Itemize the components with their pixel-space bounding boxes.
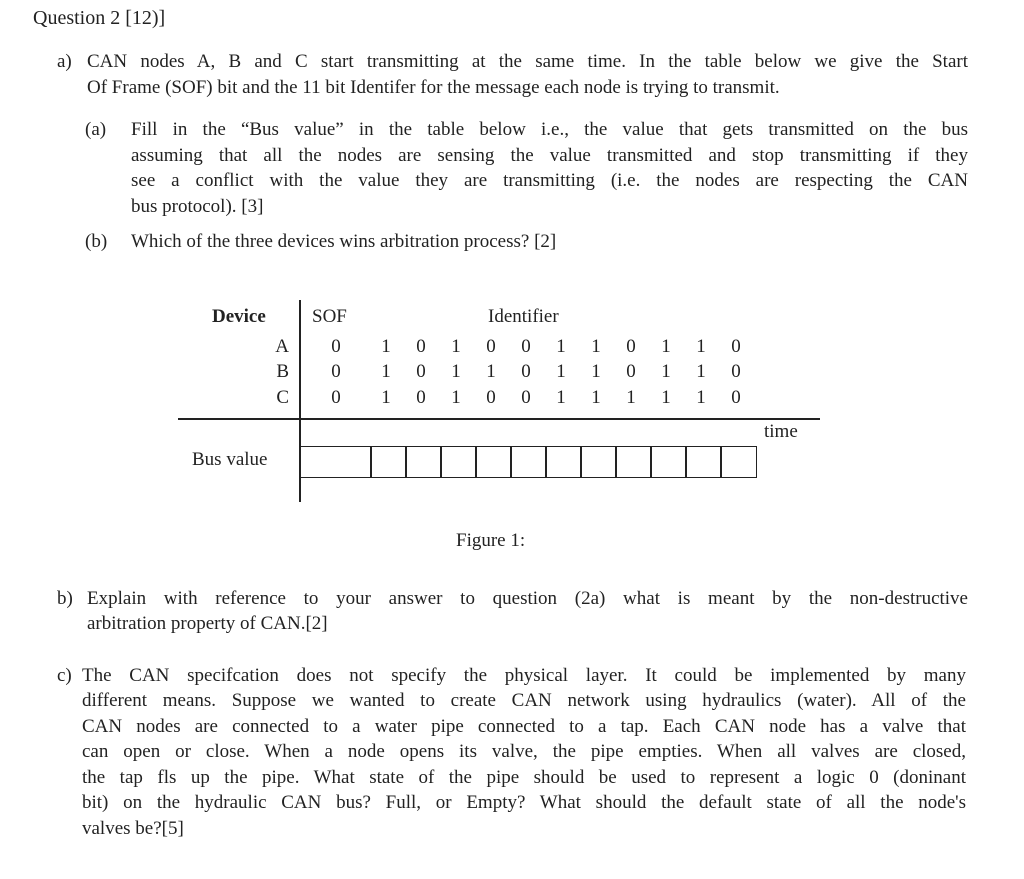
identifier-bit: 0 (521, 361, 531, 382)
identifier-bit: 1 (591, 336, 601, 357)
identifier-bit: 1 (556, 336, 566, 357)
part-c-label: c) (57, 665, 72, 686)
identifier-bit: 1 (591, 361, 601, 382)
identifier-bit: 0 (626, 336, 636, 357)
identifier-bit: 0 (521, 336, 531, 357)
identifier-bit: 0 (416, 361, 426, 382)
identifier-bit: 1 (381, 361, 391, 382)
bus-value-cell[interactable] (510, 446, 547, 478)
header-device: Device (212, 306, 266, 327)
part-a-label: a) (57, 51, 72, 72)
identifier-bit: 1 (661, 387, 671, 408)
bus-value-cell[interactable] (475, 446, 512, 478)
bus-value-cell[interactable] (685, 446, 722, 478)
identifier-bit: 1 (661, 336, 671, 357)
part-b-line: arbitration property of CAN.[2] (87, 613, 328, 634)
time-label: time (764, 421, 798, 442)
identifier-bit: 1 (626, 387, 636, 408)
bus-value-cell[interactable] (405, 446, 442, 478)
identifier-bit: 1 (556, 387, 566, 408)
part-c-line: can open or close. When a node opens its valve, the pipe empties. When all valves are closed, (82, 741, 966, 762)
identifier-bit: 0 (486, 336, 496, 357)
header-identifier: Identifier (488, 306, 559, 327)
bus-value-cell[interactable] (370, 446, 407, 478)
identifier-bit: 0 (416, 387, 426, 408)
bus-value-cell[interactable] (650, 446, 687, 478)
part-c-line: different means. Suppose we wanted to create CAN network using hydraulics (water). All of the (82, 690, 966, 711)
identifier-bit: 1 (451, 361, 461, 382)
bus-value-cell[interactable] (615, 446, 652, 478)
bus-value-cell[interactable] (299, 446, 372, 478)
part-a-line: CAN nodes A, B and C start transmitting at the same time. In the table below we give the Start (87, 51, 968, 72)
identifier-bit: 1 (381, 387, 391, 408)
identifier-bit: 0 (731, 387, 741, 408)
question-title: Question 2 [12)] (33, 7, 166, 29)
figure-caption: Figure 1: (456, 530, 526, 551)
identifier-bit: 0 (486, 387, 496, 408)
sof-bit: 0 (331, 387, 341, 408)
sub-a-line: see a conflict with the value they are transmitting (i.e. the nodes are respecting the CAN (131, 170, 968, 191)
sub-a-label: (a) (85, 119, 107, 140)
identifier-bit: 0 (521, 387, 531, 408)
part-c-line: the tap fls up the pipe. What state of the pipe should be used to represent a logic 0 (doninant (82, 767, 966, 788)
sof-bit: 0 (331, 336, 341, 357)
identifier-bit: 1 (661, 361, 671, 382)
part-c-line: The CAN specifcation does not specify the physical layer. It could be implemented by many (82, 665, 966, 686)
identifier-bit: 1 (486, 361, 496, 382)
bus-value-cell[interactable] (545, 446, 582, 478)
identifier-bit: 0 (731, 336, 741, 357)
sof-bit: 0 (331, 361, 341, 382)
part-b-label: b) (57, 588, 73, 609)
sub-b-line: Which of the three devices wins arbitration process? [2] (131, 231, 557, 252)
part-b-line: Explain with reference to your answer to question (2a) what is meant by the non-destructive (87, 588, 968, 609)
sub-a-line: assuming that all the nodes are sensing the value transmitted and stop transmitting if they (131, 145, 968, 166)
part-c-line: CAN nodes are connected to a water pipe connected to a tap. Each CAN node has a valve that (82, 716, 966, 737)
header-sof: SOF (312, 306, 347, 327)
part-a-line: Of Frame (SOF) bit and the 11 bit Identifer for the message each node is trying to transmit. (87, 77, 780, 98)
bus-value-label: Bus value (192, 449, 268, 470)
identifier-bit: 0 (626, 361, 636, 382)
identifier-bit: 1 (696, 336, 706, 357)
sub-b-label: (b) (85, 231, 108, 252)
identifier-bit: 1 (381, 336, 391, 357)
horizontal-axis-line (178, 418, 820, 420)
identifier-bit: 0 (416, 336, 426, 357)
device-label: C (276, 387, 289, 408)
identifier-bit: 1 (556, 361, 566, 382)
identifier-bit: 1 (696, 361, 706, 382)
part-c-line: valves be?[5] (82, 818, 184, 839)
bus-value-cell[interactable] (580, 446, 617, 478)
identifier-bit: 1 (696, 387, 706, 408)
device-label: B (276, 361, 289, 382)
bus-value-cell[interactable] (440, 446, 477, 478)
sub-a-line: Fill in the “Bus value” in the table below i.e., the value that gets transmitted on the bus (131, 119, 968, 140)
identifier-bit: 1 (451, 336, 461, 357)
sub-a-line: bus protocol). [3] (131, 196, 264, 217)
bus-value-cell[interactable] (720, 446, 757, 478)
identifier-bit: 1 (591, 387, 601, 408)
device-label: A (275, 336, 289, 357)
identifier-bit: 1 (451, 387, 461, 408)
identifier-bit: 0 (731, 361, 741, 382)
part-c-line: bit) on the hydraulic CAN bus? Full, or Empty? What should the default state of all the node's (82, 792, 966, 813)
